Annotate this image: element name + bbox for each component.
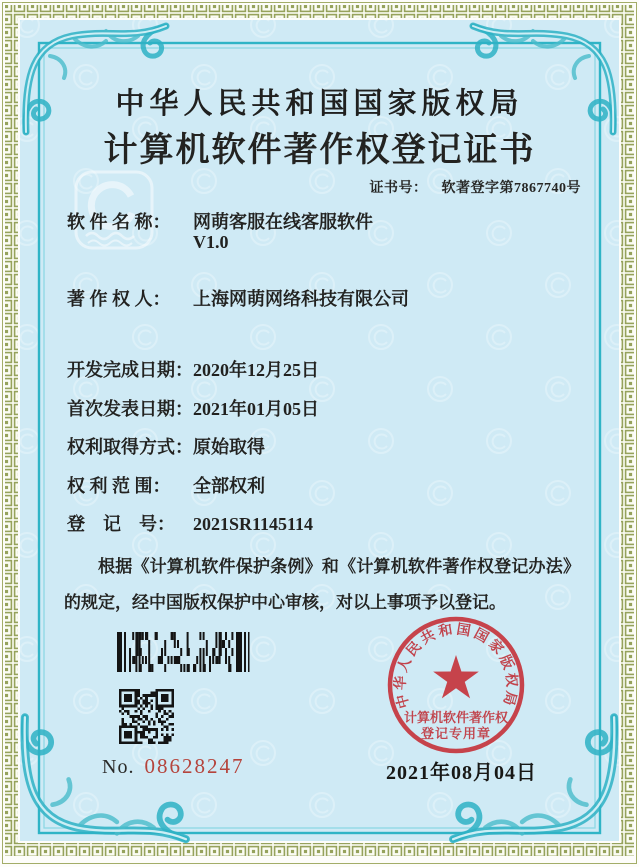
registration-statement: 根据《计算机软件保护条例》和《计算机软件著作权登记办法》的规定，经中国版权保护中心审核，对以上事项予以登记。 xyxy=(64,557,580,612)
official-red-seal xyxy=(383,612,529,758)
field-software-version: V1.0 xyxy=(193,232,229,252)
seal-ring-text: 中华人民共和国国家版权局 xyxy=(393,622,519,710)
field-label: 软 件 名 称： xyxy=(67,212,171,232)
issuer-title: 中华人民共和国国家版权局 xyxy=(115,88,524,120)
field-label: 首次发表日期： xyxy=(67,399,193,419)
document-title: 计算机软件著作权登记证书 xyxy=(103,132,536,169)
certificate-number-line xyxy=(370,177,582,197)
qr-code-icon xyxy=(119,689,174,744)
field-label: 开发完成日期： xyxy=(67,360,193,380)
field-value: 网萌客服在线客服软件 xyxy=(193,212,373,232)
field-label: 著 作 权 人： xyxy=(67,289,171,309)
field-rights-scope xyxy=(67,472,265,498)
field-label: 权 利 范 围： xyxy=(67,476,171,496)
field-value: 原始取得 xyxy=(193,437,265,457)
field-label: 权利取得方式： xyxy=(67,437,193,457)
field-dev-complete-date xyxy=(67,356,319,382)
serial-number-line xyxy=(102,754,244,779)
seal-text-line1: 计算机软件著作权 xyxy=(403,710,509,725)
field-value: 2021年01月05日 xyxy=(193,399,319,419)
serial-number-value: 08628247 xyxy=(144,754,245,778)
field-rights-acquisition xyxy=(67,433,265,459)
certificate-number-value: 软著登字第7867740号 xyxy=(441,181,581,196)
field-copyright-owner xyxy=(67,285,409,311)
certificate-number-label: 证书号： xyxy=(369,181,428,196)
field-value: 2021SR1145114 xyxy=(193,514,314,534)
serial-number-label: No. xyxy=(102,756,135,778)
star-icon xyxy=(433,655,479,698)
field-software-name xyxy=(67,208,373,234)
field-label: 登 记 号： xyxy=(67,514,175,534)
field-registration-number xyxy=(67,510,313,536)
barcode-icon xyxy=(117,632,251,672)
issue-date: 2021年08月04日 xyxy=(386,762,537,784)
field-value: 2020年12月25日 xyxy=(193,360,319,380)
field-value: 全部权利 xyxy=(193,476,265,496)
field-first-publish-date xyxy=(67,395,319,421)
seal-text-line2: 登记专用章 xyxy=(420,726,492,741)
field-value: 上海网萌网络科技有限公司 xyxy=(193,289,409,309)
